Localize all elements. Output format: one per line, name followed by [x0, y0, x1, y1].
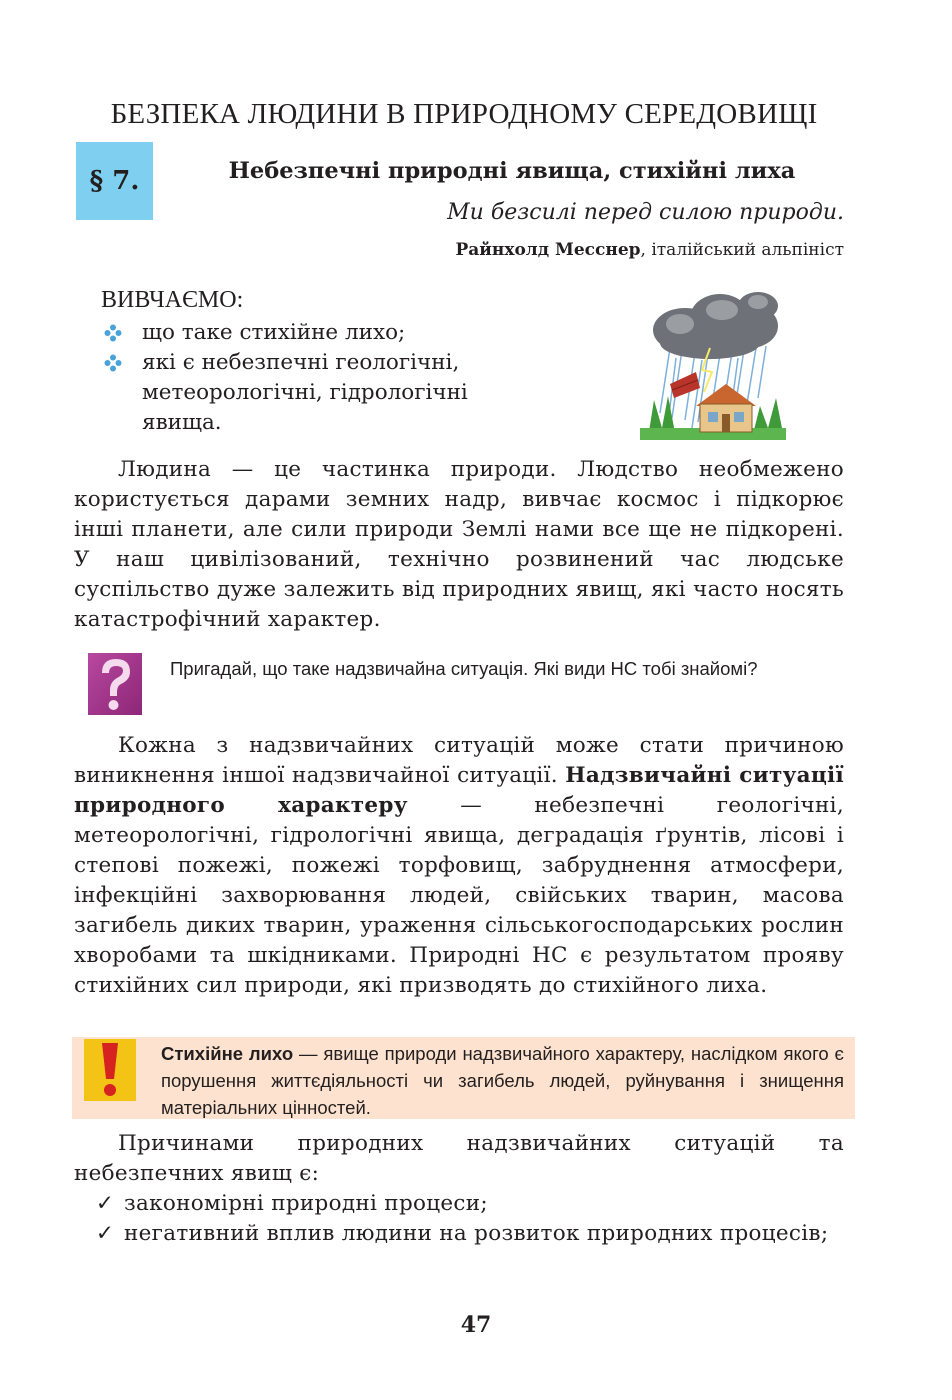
definition-text — [161, 1040, 844, 1121]
cause-item — [74, 1219, 844, 1249]
causes-intro-text: Причинами природних надзвичайних ситуацій та небезпечних явищ є: — [74, 1131, 844, 1186]
question-text: Пригадай, що таке надзвичайна ситуація. Які види НС тобі знайомі? — [170, 658, 758, 679]
learn-list — [104, 318, 524, 438]
section-title: БЕЗПЕКА ЛЮДИНИ В ПРИРОДНОМУ СЕРЕДОВИЩІ — [110, 98, 818, 130]
lesson-title: Небезпечні природні явища, стихійні лиха — [228, 158, 796, 184]
author-name: Райнхолд Месснер — [455, 240, 641, 260]
epigraph-quote: Ми безсилі перед силою природи. — [447, 200, 844, 225]
diamond-bullet-icon — [104, 354, 122, 372]
author-description: , італійський альпініст — [640, 240, 844, 260]
storm-illustration — [640, 288, 786, 440]
cause-item-text: закономірні природні процеси; — [124, 1191, 488, 1216]
main-paragraph-bold: Надзвичайні ситуації природного характеру — [74, 763, 844, 818]
learn-item-text: які є небезпечні геологічні, метеорологічні, гідрологічні явища. — [142, 350, 468, 435]
exclamation-icon — [84, 1039, 136, 1101]
cause-item — [74, 1189, 844, 1219]
learn-item — [104, 348, 524, 438]
paragraph-badge-label: § 7. — [89, 166, 140, 196]
causes-intro — [74, 1129, 844, 1189]
definition-body: — явище природи надзвичайного характеру, наслідком якого є порушення життєдіяльності чи загибель людей, руйнування і знищення матеріальних цінностей. — [161, 1043, 844, 1118]
learn-item — [104, 318, 524, 348]
diamond-bullet-icon — [104, 324, 122, 342]
learn-heading: ВИВЧАЄМО: — [101, 287, 244, 313]
check-icon: ✓ — [95, 1191, 115, 1216]
paragraph-badge — [76, 142, 153, 220]
intro-paragraph — [74, 455, 844, 635]
main-paragraph-part2: — небезпечні геологічні, метеорологічні, гідрологічні явища, деградація ґрунтів, лісові і степові пожежі, пожежі торфовищ, забруднення атмосфери, інфекційні захворювання людей, свійських тварин, масова загибель диких тварин, ураження сільськогосподарських рослин хворобами та шкідниками. Природні НС є результатом прояву стихійних сил природи, які призводять до стихійного лиха. — [74, 793, 844, 998]
main-paragraph-part1: Кожна з надзвичайних ситуацій може стати причиною виникнення іншої надзвичайної ситуації. — [74, 733, 844, 788]
cause-item-text: негативний вплив людини на розвиток природних процесів; — [124, 1221, 829, 1246]
main-paragraph — [74, 731, 844, 1001]
intro-paragraph-text: Людина — це частинка природи. Людство необмежено користується дарами земних надр, вивчає космос і підкорює інші планети, але сили природи Землі нами все ще не підкорені. У наш цивілізований, технічно розвинений час людське суспільство дуже залежить від природних явищ, які часто носять катастрофічний характер. — [74, 457, 844, 632]
question-mark-icon — [88, 653, 142, 715]
learn-item-text: що таке стихійне лихо; — [142, 320, 406, 345]
check-icon: ✓ — [95, 1221, 115, 1246]
page-number: 47 — [460, 1312, 492, 1338]
definition-term: Стихійне лихо — [161, 1043, 294, 1064]
epigraph-author — [455, 240, 844, 260]
